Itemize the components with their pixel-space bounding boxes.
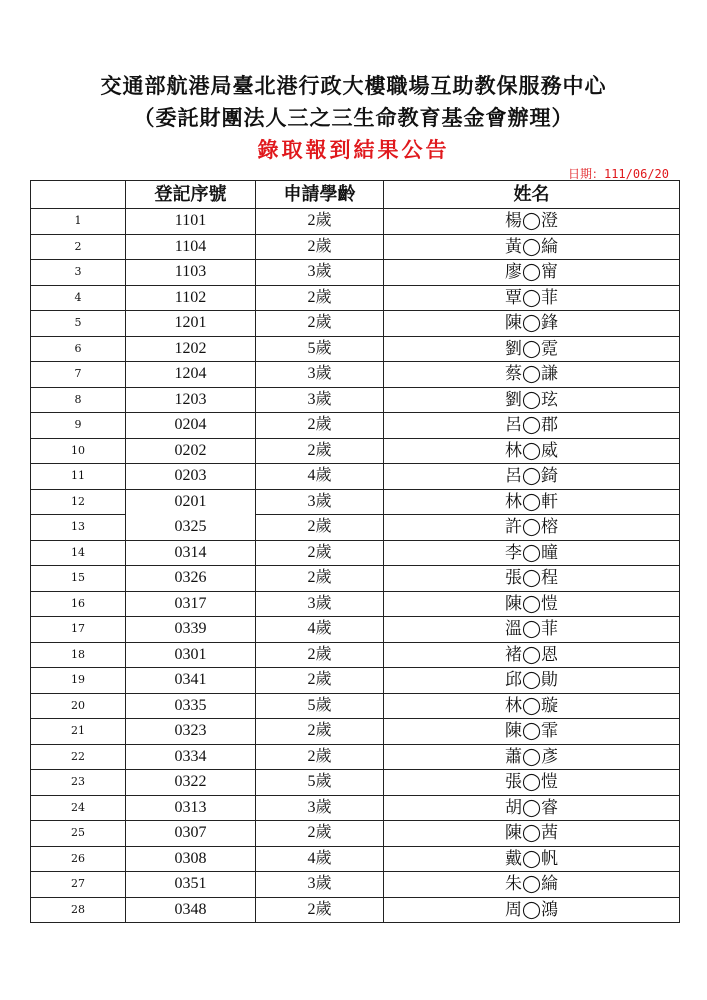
registration-number: 0335	[126, 693, 256, 719]
table-row	[31, 540, 680, 566]
registration-number: 1204	[126, 362, 256, 388]
applied-age: 2歲	[256, 234, 384, 260]
row-number: 12	[31, 489, 126, 515]
student-name: 周◯鴻	[384, 897, 680, 923]
applied-age: 2歲	[256, 311, 384, 337]
row-number: 11	[31, 464, 126, 490]
applied-age: 2歲	[256, 209, 384, 235]
applied-age: 5歲	[256, 336, 384, 362]
row-number: 14	[31, 540, 126, 566]
applied-age: 3歲	[256, 872, 384, 898]
student-name: 張◯愷	[384, 770, 680, 796]
student-name: 許◯榕	[384, 515, 680, 541]
student-name: 廖◯甯	[384, 260, 680, 286]
registration-number: 0341	[126, 668, 256, 694]
table-row	[31, 387, 680, 413]
announcement-title: 錄取報到結果公告	[257, 137, 450, 162]
title-line-2: （委託財團法人三之三生命教育基金會辦理）	[133, 105, 574, 130]
row-number: 9	[31, 413, 126, 439]
applied-age: 5歲	[256, 693, 384, 719]
registration-number: 0334	[126, 744, 256, 770]
registration-number: 0317	[126, 591, 256, 617]
applied-age: 2歲	[256, 438, 384, 464]
student-name: 林◯軒	[384, 489, 680, 515]
announcement-date: 日期：111/06/20	[567, 167, 669, 181]
registration-number: 1201	[126, 311, 256, 337]
row-number: 8	[31, 387, 126, 413]
table-row	[31, 846, 680, 872]
student-name: 胡◯睿	[384, 795, 680, 821]
applied-age: 2歲	[256, 540, 384, 566]
row-number: 23	[31, 770, 126, 796]
row-number: 15	[31, 566, 126, 592]
registration-number: 0201	[126, 489, 256, 515]
applied-age: 3歲	[256, 795, 384, 821]
student-name: 林◯璇	[384, 693, 680, 719]
table-row	[31, 872, 680, 898]
registration-number: 1203	[126, 387, 256, 413]
registration-number: 1104	[126, 234, 256, 260]
table-row	[31, 719, 680, 745]
row-number: 5	[31, 311, 126, 337]
row-number: 4	[31, 285, 126, 311]
student-name: 黃◯綸	[384, 234, 680, 260]
row-number: 10	[31, 438, 126, 464]
column-header-name: 姓名	[384, 181, 680, 209]
admission-results-table	[30, 180, 680, 923]
student-name: 林◯威	[384, 438, 680, 464]
table-row	[31, 336, 680, 362]
applied-age: 2歲	[256, 285, 384, 311]
table-row	[31, 413, 680, 439]
registration-number: 1103	[126, 260, 256, 286]
registration-number: 0326	[126, 566, 256, 592]
applied-age: 2歲	[256, 566, 384, 592]
applied-age: 2歲	[256, 744, 384, 770]
table-row	[31, 260, 680, 286]
applied-age: 2歲	[256, 821, 384, 847]
registration-number: 0203	[126, 464, 256, 490]
applied-age: 2歲	[256, 413, 384, 439]
applied-age: 4歲	[256, 617, 384, 643]
registration-number: 0351	[126, 872, 256, 898]
registration-number: 0204	[126, 413, 256, 439]
row-number: 1	[31, 209, 126, 235]
applied-age: 3歲	[256, 387, 384, 413]
registration-number: 0202	[126, 438, 256, 464]
registration-number: 0313	[126, 795, 256, 821]
student-name: 李◯曈	[384, 540, 680, 566]
applied-age: 2歲	[256, 668, 384, 694]
student-name: 楊◯澄	[384, 209, 680, 235]
student-name: 褚◯恩	[384, 642, 680, 668]
row-number: 21	[31, 719, 126, 745]
column-header-age: 申請學齡	[256, 181, 384, 209]
table-row	[31, 285, 680, 311]
applied-age: 3歲	[256, 260, 384, 286]
applied-age: 3歲	[256, 362, 384, 388]
row-number: 19	[31, 668, 126, 694]
applied-age: 2歲	[256, 897, 384, 923]
student-name: 覃◯菲	[384, 285, 680, 311]
student-name: 陳◯愷	[384, 591, 680, 617]
table-row	[31, 438, 680, 464]
table-row	[31, 693, 680, 719]
student-name: 朱◯綸	[384, 872, 680, 898]
table-row	[31, 515, 680, 541]
applied-age: 3歲	[256, 489, 384, 515]
applied-age: 2歲	[256, 515, 384, 541]
student-name: 溫◯菲	[384, 617, 680, 643]
table-row	[31, 642, 680, 668]
registration-number: 0323	[126, 719, 256, 745]
registration-number: 0322	[126, 770, 256, 796]
row-number: 13	[31, 515, 126, 541]
registration-number: 0308	[126, 846, 256, 872]
student-name: 劉◯霓	[384, 336, 680, 362]
student-name: 蔡◯謙	[384, 362, 680, 388]
registration-number: 0348	[126, 897, 256, 923]
student-name: 邱◯勛	[384, 668, 680, 694]
registration-number: 0339	[126, 617, 256, 643]
student-name: 呂◯錡	[384, 464, 680, 490]
applied-age: 5歲	[256, 770, 384, 796]
registration-number: 1102	[126, 285, 256, 311]
row-number: 16	[31, 591, 126, 617]
table-row	[31, 795, 680, 821]
table-row	[31, 744, 680, 770]
table-row	[31, 311, 680, 337]
row-number: 20	[31, 693, 126, 719]
table-header-row	[31, 181, 680, 209]
row-number: 27	[31, 872, 126, 898]
registration-number: 1101	[126, 209, 256, 235]
table-row	[31, 566, 680, 592]
row-number: 25	[31, 821, 126, 847]
table-row	[31, 617, 680, 643]
table-row	[31, 362, 680, 388]
table-row	[31, 770, 680, 796]
registration-number: 1202	[126, 336, 256, 362]
row-number: 18	[31, 642, 126, 668]
registration-number: 0301	[126, 642, 256, 668]
column-header-registration-no: 登記序號	[126, 181, 256, 209]
table-row	[31, 897, 680, 923]
row-number: 2	[31, 234, 126, 260]
table-row	[31, 464, 680, 490]
registration-number: 0314	[126, 540, 256, 566]
student-name: 戴◯帆	[384, 846, 680, 872]
row-number: 28	[31, 897, 126, 923]
title-line-1: 交通部航港局臺北港行政大樓職場互助教保服務中心	[100, 73, 607, 98]
student-name: 呂◯郡	[384, 413, 680, 439]
applied-age: 4歲	[256, 846, 384, 872]
table-row	[31, 209, 680, 235]
applied-age: 2歲	[256, 719, 384, 745]
student-name: 陳◯茜	[384, 821, 680, 847]
row-number: 7	[31, 362, 126, 388]
row-number: 17	[31, 617, 126, 643]
table-row	[31, 591, 680, 617]
column-header-number	[31, 181, 126, 209]
student-name: 蕭◯彥	[384, 744, 680, 770]
row-number: 3	[31, 260, 126, 286]
applied-age: 2歲	[256, 642, 384, 668]
row-number: 24	[31, 795, 126, 821]
applied-age: 4歲	[256, 464, 384, 490]
registration-number: 0325	[126, 515, 256, 541]
registration-number: 0307	[126, 821, 256, 847]
table-row	[31, 821, 680, 847]
table-row	[31, 234, 680, 260]
applied-age: 3歲	[256, 591, 384, 617]
row-number: 22	[31, 744, 126, 770]
row-number: 26	[31, 846, 126, 872]
student-name: 張◯程	[384, 566, 680, 592]
row-number: 6	[31, 336, 126, 362]
table-row	[31, 668, 680, 694]
student-name: 陳◯霏	[384, 719, 680, 745]
table-row	[31, 489, 680, 515]
student-name: 陳◯鋒	[384, 311, 680, 337]
student-name: 劉◯玹	[384, 387, 680, 413]
